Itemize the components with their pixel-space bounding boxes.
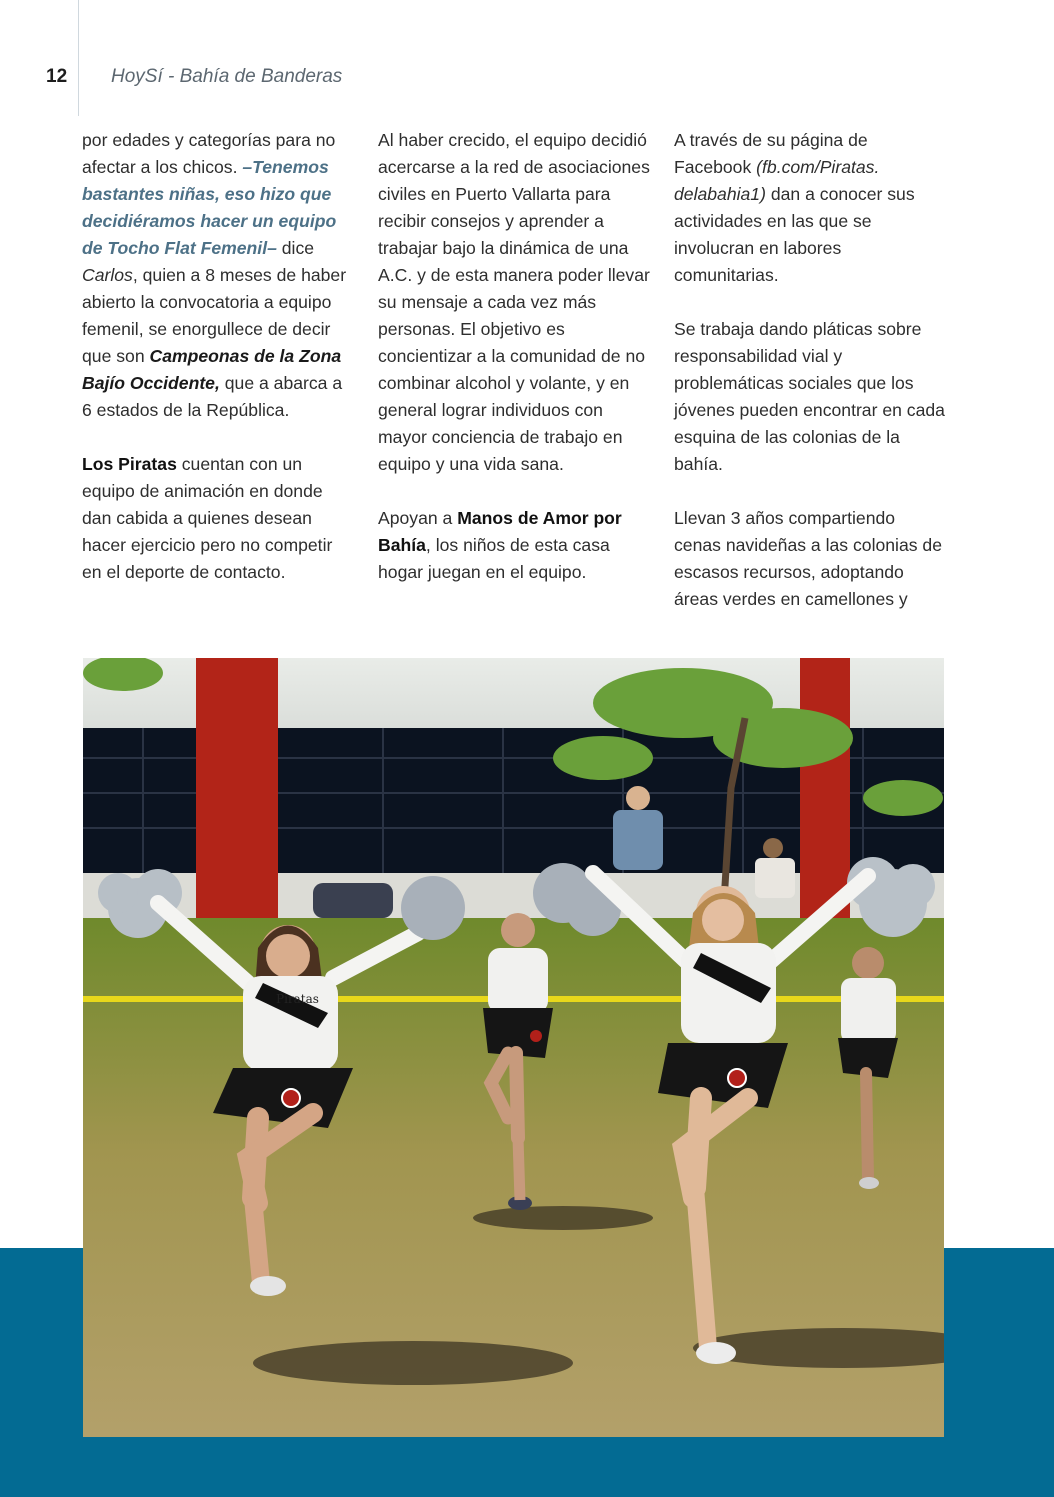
cheerleaders-photo — [83, 658, 944, 1437]
person-name: Carlos — [82, 265, 133, 285]
organization-name: Manos de Amor por Bahía — [378, 508, 622, 555]
quote: –Tenemos bastantes niñas, eso hizo que decidiéramos hacer un equipo de Tocho Flat Femenil– — [82, 157, 337, 258]
paragraph: Apoyan a Manos de Amor por Bahía, los niños de esta casa hogar juegan en el equipo. — [378, 508, 622, 582]
page-number: 12 — [46, 66, 68, 87]
facebook-link: (fb.com/Piratas. delabahia1) — [674, 157, 880, 204]
paragraph: Los Piratas cuentan con un equipo de animación en donde dan cabida a quienes desean hacer ejercicio pero no competir en el deporte de contacto. — [82, 454, 333, 582]
text-column-1 — [82, 127, 354, 613]
paragraph: Se trabaja dando pláticas sobre responsabilidad vial y problemáticas sociales que los jóvenes pueden encontrar en cada esquina de las colonias de la bahía. — [674, 319, 945, 474]
paragraph: A través de su página de Facebook (fb.com/Piratas. delabahia1) dan a conocer sus actividades en las que se involucran en labores comunitarias. — [674, 130, 915, 285]
header-rule — [78, 0, 79, 116]
running-header: HoySí - Bahía de Banderas — [111, 66, 343, 87]
paragraph: Al haber crecido, el equipo decidió acercarse a la red de asociaciones civiles en Puerto Vallarta para recibir consejos y aprender a trabajar bajo la dinámica de una A.C. y de esta manera poder llevar su mensaje a cada vez más personas. El objetivo es concientizar a la comunidad de no combinar alcohol y volante, y en general lograr individuos con mayor conciencia de trabajo en equipo y una vida sana. — [378, 130, 650, 474]
championship-title: Campeonas de la Zona Bajío Occidente, — [82, 346, 342, 393]
paragraph: por edades y categorías para no afectar a los chicos. –Tenemos bastantes niñas, eso hizo que decidiéramos hacer un equipo de Tocho Flat Femenil– dice Carlos, quien a 8 meses de haber abierto la convocatoria a equipo femenil, se enorgullece de decir que son Campeonas de la Zona Bajío Occidente, que a abarca a 6 estados de la República. — [82, 130, 347, 420]
team-name: Los Piratas — [82, 454, 177, 474]
jersey-text: Piratas — [276, 992, 319, 1006]
paragraph: Llevan 3 años compartiendo cenas navideñas a las colonias de escasos recursos, adoptando áreas verdes en camellones y — [674, 508, 942, 609]
text-column-2 — [378, 127, 650, 613]
text-column-3 — [674, 127, 946, 640]
